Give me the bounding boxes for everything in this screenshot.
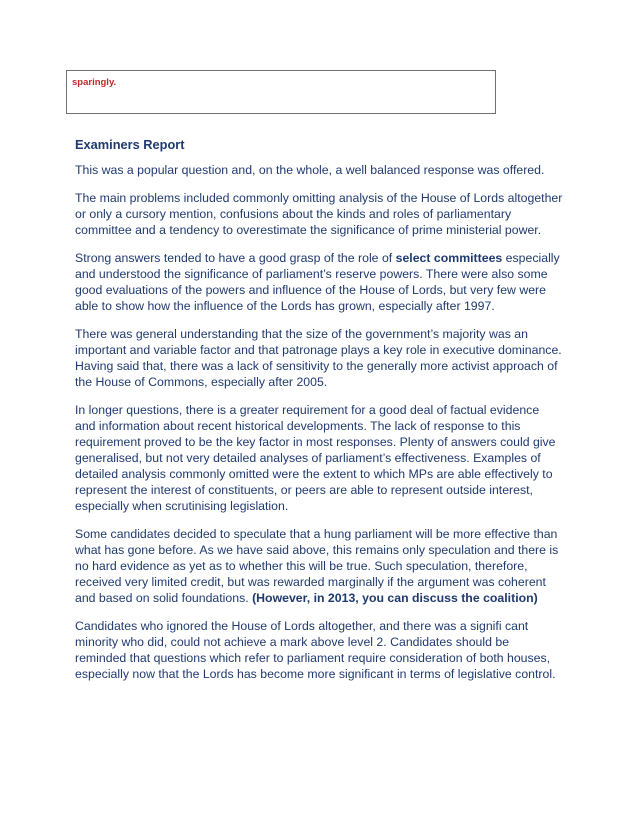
paragraph-1: This was a popular question and, on the whole, a well balanced response was offered. bbox=[75, 163, 545, 177]
paragraph-6 bbox=[75, 526, 563, 606]
paragraph-7: Candidates who ignored the House of Lords altogether, and there was a signifi cant minority who did, could not achieve a mark above level 2. Candidates should be reminded that questions which refer to parliament require consideration of both houses, especially now that the Lords has become more significant in terms of legislative control. bbox=[75, 619, 556, 681]
examiners-report bbox=[75, 137, 563, 694]
paragraph-3-end: especially and understood the significance of parliament’s reserve powers. There were also some good evaluations of the powers and influence of the House of Lords, but very few were able to show how the influence of the Lords has grown, especially after 1997. bbox=[75, 251, 560, 313]
paragraph-3-start: Strong answers tended to have a good grasp of the role of bbox=[75, 251, 396, 265]
paragraph-4: There was general understanding that the size of the government’s majority was an important and variable factor and that patronage plays a key role in executive dominance. Having said that, there was a lack of sensitivity to the generally more activist approach of the House of Commons, especially after 2005. bbox=[75, 327, 562, 389]
coalition-note: (However, in 2013, you can discuss the coalition) bbox=[252, 591, 538, 605]
report-heading: Examiners Report bbox=[75, 137, 185, 152]
answer-box bbox=[66, 70, 496, 114]
select-committees-emphasis: select committees bbox=[395, 251, 503, 265]
paragraph-3 bbox=[75, 250, 563, 314]
paragraph-6-start: Some candidates decided to speculate that a hung parliament will be more effective than what has gone before. As we have said above, this remains only speculation and there is no hard evidence as yet as to whether this will be true. Such speculation, therefore, received very limited credit, but was rewarded marginally if the argument was coherent and based on solid foundations. bbox=[75, 527, 559, 605]
answer-box-text: sparingly. bbox=[72, 77, 117, 88]
paragraph-2: The main problems included commonly omitting analysis of the House of Lords altogether or only a cursory mention, confusions about the kinds and roles of parliamentary committee and a tendency to overestimate the significance of prime ministerial power. bbox=[75, 191, 563, 237]
paragraph-5: In longer questions, there is a greater requirement for a good deal of factual evidence and information about recent historical developments. The lack of response to this requirement proved to be the key factor in most responses. Plenty of answers could give generalised, but not very detailed analyses of parliament’s effectiveness. Examples of detailed analysis commonly omitted were the extent to which MPs are able effectively to represent the interest of constituents, or peers are able to represent outside interest, especially when scrutinising legislation. bbox=[75, 403, 556, 513]
